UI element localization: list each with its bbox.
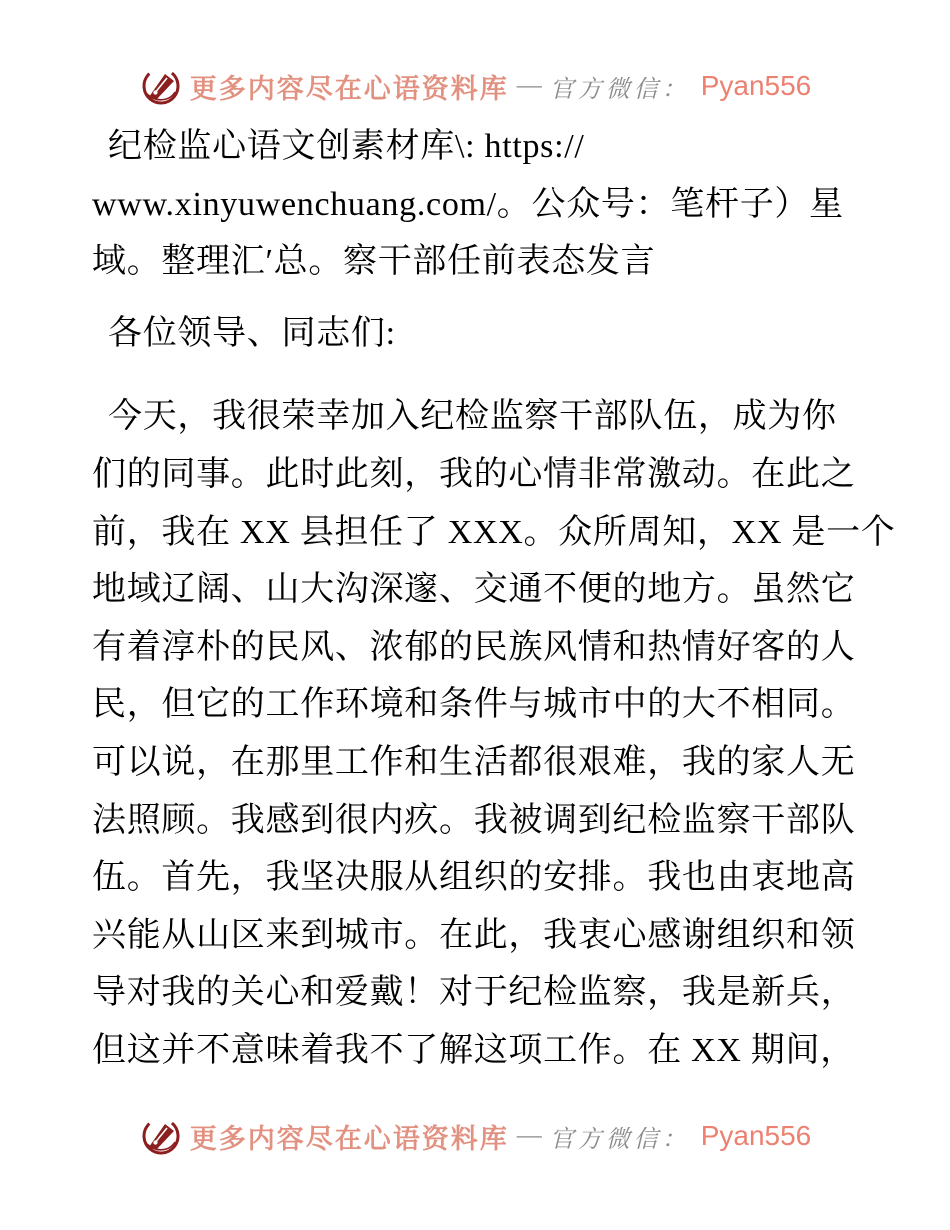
text-line: 可以说，在那里工作和生活都很艰难，我的家人无 <box>92 743 856 781</box>
text-line: 域。整理汇′总。察干部任前表态发言 <box>92 243 656 281</box>
text-line: 今天，我很荣幸加入纪检监察干部队伍，成为你 <box>108 398 837 436</box>
text-line: www.xinyuwenchuang.com/。公众号：笔杆子）星 <box>92 185 844 223</box>
text-line: 兴能从山区来到城市。在此，我衷心感谢组织和领 <box>92 916 856 954</box>
text-line: 伍。首先，我坚决服从组织的安排。我也由衷地高 <box>92 859 856 897</box>
watermark-brand-text: 更多内容尽在心语资料库 <box>189 1123 509 1154</box>
main-paragraph <box>92 388 895 1079</box>
watermark-header <box>0 64 950 108</box>
watermark-wechat-id: Pyan556 <box>700 70 812 101</box>
text-line: 法照顾。我感到很内疚。我被调到纪检监察干部队 <box>92 801 856 839</box>
text-line: 有着淳朴的民风、浓郁的民族风情和热情好客的人 <box>92 628 856 666</box>
pen-swirl-logo-icon <box>139 64 183 108</box>
text-line: 导对我的关心和爱戴！对于纪检监察，我是新兵， <box>92 974 856 1012</box>
pen-swirl-logo-icon <box>139 1114 183 1158</box>
text-line: 们的同事。此时此刻，我的心情非常激动。在此之 <box>92 455 856 493</box>
watermark-footer <box>0 1114 950 1158</box>
text-line: 纪检监心语文创素材库\: https:// <box>108 128 585 165</box>
text-line: 民，但它的工作环境和条件与城市中的大不相同。 <box>92 686 856 724</box>
watermark-wechat-label: 官方微信： <box>549 1126 690 1153</box>
document-content <box>92 118 895 1080</box>
text-line: 但这并不意味着我不了解这项工作。在 XX 期间， <box>92 1031 855 1069</box>
watermark-wechat-id: Pyan556 <box>700 1120 812 1151</box>
watermark-wechat-label: 官方微信： <box>549 76 690 103</box>
watermark-brand-text: 更多内容尽在心语资料库 <box>189 73 509 104</box>
text-line: 各位领导、同志们: <box>108 314 396 352</box>
watermark-dash: — <box>516 72 542 99</box>
text-line: 前，我在 XX 县担任了 XXX。众所周知，XX 是一个 <box>92 513 896 551</box>
salutation <box>92 305 895 363</box>
source-note-paragraph <box>92 118 895 291</box>
text-line: 地域辽阔、山大沟深邃、交通不便的地方。虽然它 <box>92 571 856 609</box>
watermark-dash: — <box>516 1122 542 1149</box>
